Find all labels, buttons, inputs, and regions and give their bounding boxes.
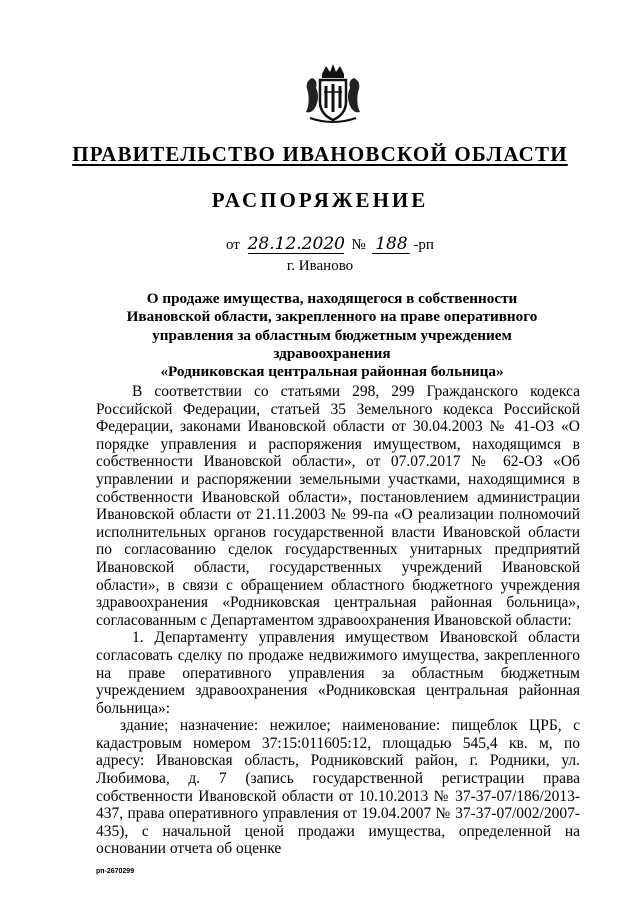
- document-body: [96, 383, 580, 858]
- document-subject: [92, 290, 572, 381]
- registration-line: [226, 236, 434, 254]
- number-suffix: -рп: [413, 237, 434, 253]
- organization-title: ПРАВИТЕЛЬСТВО ИВАНОВСКОЙ ОБЛАСТИ: [72, 142, 568, 166]
- coat-of-arms-icon: [300, 62, 366, 128]
- handwritten-date: 28.12.2020: [247, 234, 345, 254]
- handwritten-number: 188: [372, 236, 410, 254]
- body-paragraph: 1. Департаменту управления имуществом Ивановской области согласовать сделку по продаже недвижимого имущества, закрепленного на праве оперативного управления за областным бюджетным учреждением здравоохранения «Родниковская центральная районная больница»:: [96, 629, 580, 717]
- document-code: рп-2670299: [96, 868, 135, 875]
- subject-line: О продаже имущества, находящегося в собственности: [146, 290, 518, 307]
- body-paragraph: здание; назначение: нежилое; наименование: пищеблок ЦРБ, с кадастровым номером 37:15:011605:12, площадью 545,4 кв. м, по адресу: Ивановская область, Родниковский район, г. Родники, ул. Любимова, д. 7 (запись государственной регистрации права собственности Ивановской области от 10.10.2013 № 37-37-07/186/2013-437, права оперативного управления от 19.04.2007 № 37-37-07/002/2007-435), с начальной ценой продажи имущества, определенной на основании отчета об оценке: [96, 717, 580, 858]
- number-sign: №: [351, 237, 366, 253]
- body-paragraph: В соответствии со статьями 298, 299 Гражданского кодекса Российской Федерации, статьей 35 Земельного кодекса Российской Федерации, законами Ивановской области от 30.04.2003 № 41-ОЗ «О порядке управления и распоряжения имуществом, находящимся в собственности Ивановской области», от 07.07.2017 № 62-ОЗ «Об управлении и распоряжении земельными участками, находящимися в собственности Ивановской области», постановлением администрации Ивановской области от 21.11.2003 № 99-па «О реализации полномочий исполнительных органов государственной власти Ивановской области по согласованию сделок государственных унитарных предприятий Ивановской области, государственных учреждений Ивановской области», в связи с обращением областного бюджетного учреждения здравоохранения «Родниковская центральная районная больница», согласованным с Департаментом здравоохранения Ивановской области:: [96, 383, 580, 629]
- subject-line: «Родниковская центральная районная больница»: [160, 363, 504, 381]
- subject-line: управления за областным бюджетным учреждением здравоохранения: [152, 326, 512, 362]
- subject-line: Ивановской области, закрепленного на праве оперативного: [126, 308, 538, 326]
- document-type-title: РАСПОРЯЖЕНИЕ: [211, 188, 429, 212]
- city-name: г. Иваново: [286, 258, 354, 274]
- date-prefix: от: [226, 237, 240, 253]
